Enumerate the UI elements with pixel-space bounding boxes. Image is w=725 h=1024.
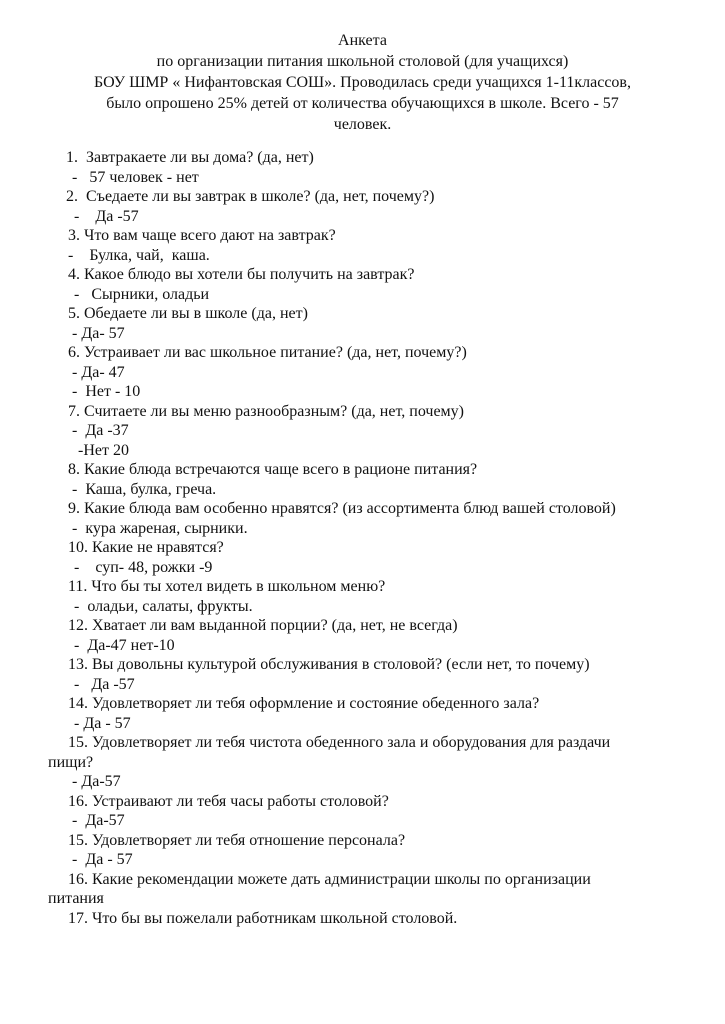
answer-2: - Да -57 xyxy=(74,207,139,225)
answer-8: - Каша, булка, греча. xyxy=(72,480,217,498)
question-15-second: 15. Удовлетворяет ли тебя отношение персонала? xyxy=(68,831,406,849)
question-6: 6. Устраивает ли вас школьное питание? (да, нет, почему?) xyxy=(68,344,467,361)
answer-1: - 57 человек - нет xyxy=(72,168,199,186)
answer-9: - кура жареная, сырники. xyxy=(72,519,248,537)
question-10: 10. Какие не нравятся? xyxy=(68,539,224,556)
question-3: 3. Что вам чаще всего дают на завтрак? xyxy=(68,227,336,244)
question-9: 9. Какие блюда вам особенно нравятся? (из ассортимента блюд вашей столовой) xyxy=(68,500,616,517)
document-header xyxy=(40,30,685,135)
answer-15: - Да-57 xyxy=(72,773,121,790)
answer-7b: -Нет 20 xyxy=(78,441,129,459)
header-line: человек. xyxy=(333,116,392,133)
answer-11: - оладьи, салаты, фрукты. xyxy=(74,597,253,615)
question-4: 4. Какое блюдо вы хотели бы получить на завтрак? xyxy=(68,266,415,283)
question-14: 14. Удовлетворяет ли тебя оформление и состояние обеденного зала? xyxy=(68,695,540,712)
answer-13: - Да -57 xyxy=(74,675,135,693)
answer-14: - Да - 57 xyxy=(74,714,131,732)
answer-5: - Да- 57 xyxy=(72,324,125,342)
answer-7a: - Да -37 xyxy=(72,422,129,439)
answer-6b: - Нет - 10 xyxy=(72,383,141,400)
question-15-continued: пищи? xyxy=(48,753,94,771)
question-15: 15. Удовлетворяет ли тебя чистота обеденного зала и оборудования для раздачи xyxy=(68,734,611,751)
question-16-second-continued: питания xyxy=(48,890,104,907)
question-16-second: 16. Какие рекомендации можете дать администрации школы по организации xyxy=(68,870,591,888)
answer-16: - Да-57 xyxy=(72,812,125,829)
question-11: 11. Что бы ты хотел видеть в школьном меню? xyxy=(68,578,386,595)
answer-3: - Булка, чай, каша. xyxy=(68,246,210,264)
question-1: 1. Завтракаете ли вы дома? (да, нет) xyxy=(66,149,314,166)
question-16: 16. Устраивают ли тебя часы работы столовой? xyxy=(68,792,389,810)
question-13: 13. Вы довольны культурой обслуживания в столовой? (если нет, то почему) xyxy=(68,656,590,673)
survey-body xyxy=(0,148,725,928)
question-8: 8. Какие блюда встречаются чаще всего в рационе питания? xyxy=(68,461,478,478)
question-7: 7. Считаете ли вы меню разнообразным? (да, нет, почему) xyxy=(68,402,465,420)
header-line: было опрошено 25% детей от количества обучающихся в школе. Всего - 57 xyxy=(106,95,619,112)
header-line: БОУ ШМР « Нифантовская СОШ». Проводилась среди учащихся 1-11классов, xyxy=(94,74,631,91)
document-title: Анкета xyxy=(338,32,387,49)
answer-15-second: - Да - 57 xyxy=(72,851,133,868)
answer-4: - Сырники, оладьи xyxy=(74,285,210,303)
answer-12: - Да-47 нет-10 xyxy=(74,636,175,654)
question-17: 17. Что бы вы пожелали работникам школьной столовой. xyxy=(68,909,458,927)
question-12: 12. Хватает ли вам выданной порции? (да, нет, не всегда) xyxy=(68,617,458,634)
question-5: 5. Обедаете ли вы в школе (да, нет) xyxy=(68,305,308,322)
answer-6a: - Да- 47 xyxy=(72,363,125,381)
question-2: 2. Съедаете ли вы завтрак в школе? (да, нет, почему?) xyxy=(66,188,435,205)
header-line: по организации питания школьной столовой (для учащихся) xyxy=(156,53,569,70)
answer-10: - суп- 48, рожки -9 xyxy=(74,558,213,576)
